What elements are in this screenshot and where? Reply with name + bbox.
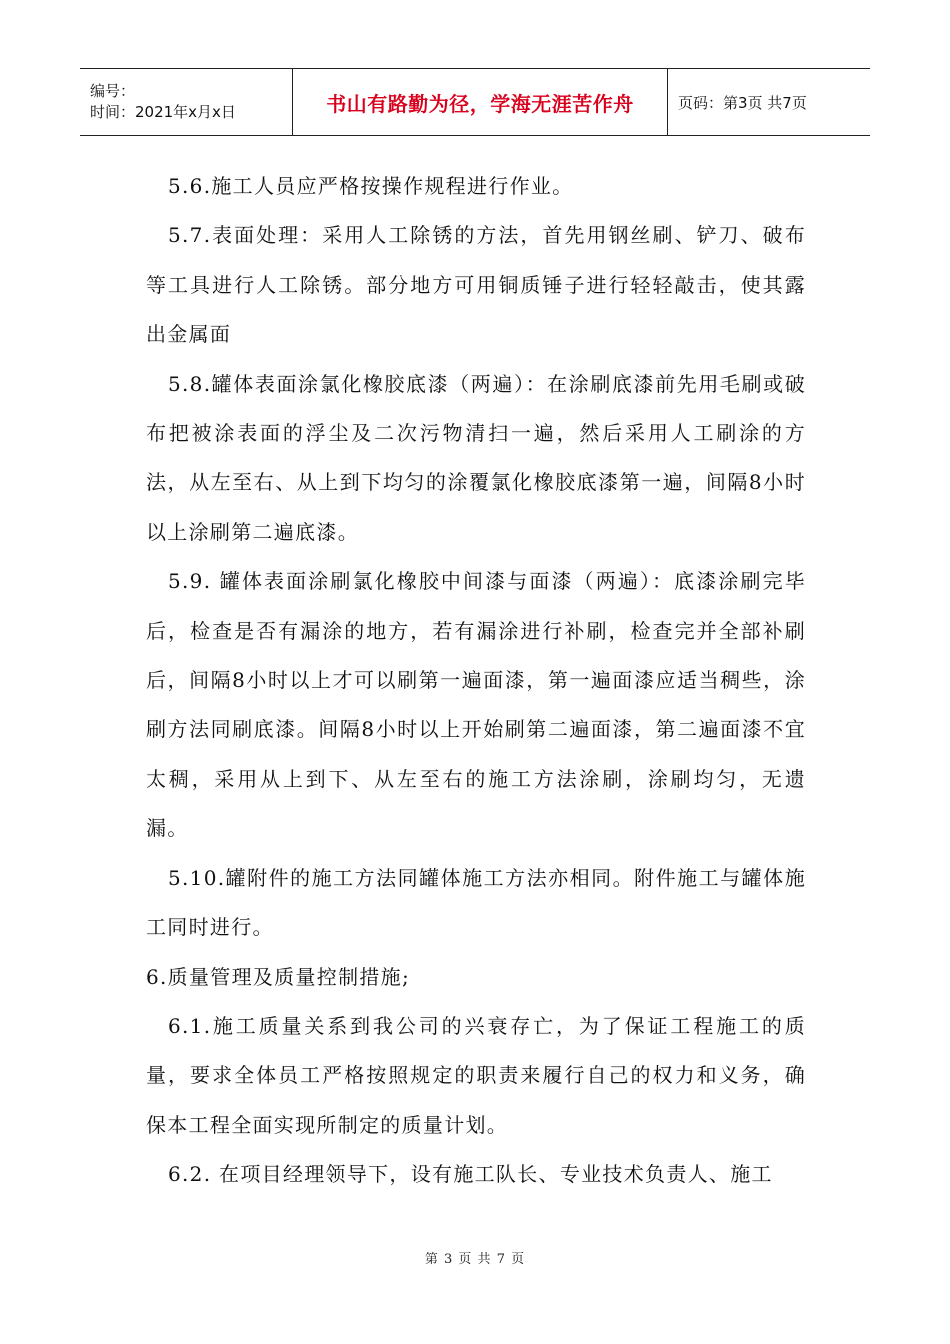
header-motto-cell — [293, 69, 668, 136]
document-date-label: 时间：2021年x月x日 — [90, 103, 236, 121]
paragraph-5-7: 5.7.表面处理：采用人工除锈的方法，首先用钢丝刷、铲刀、破布等工具进行人工除锈。部分地方可用铜质锤子进行轻轻敲击，使其露出金属面 — [146, 223, 806, 347]
paragraph-5-10: 5.10.罐附件的施工方法同罐体施工方法亦相同。附件施工与罐体施工同时进行。 — [146, 865, 806, 940]
paragraph-5-6: 5.6.施工人员应严格按操作规程进行作业。 — [168, 174, 574, 198]
paragraph-6-1: 6.1.施工质量关系到我公司的兴衰存亡，为了保证工程施工的质量，要求全体员工严格按照规定的职责来履行自己的权力和义务，确保本工程全面实现所制定的质量计划。 — [146, 1013, 806, 1137]
document-body — [146, 162, 806, 1200]
header-page-info: 页码：第3页 共7页 — [668, 69, 871, 136]
document-number-label: 编号： — [90, 82, 136, 100]
header-motto: 书山有路勤为径，学海无涯苦作舟 — [326, 91, 634, 116]
paragraph-5-8: 5.8.罐体表面涂氯化橡胶底漆（两遍）：在涂刷底漆前先用毛刷或破布把被涂表面的浮尘及二次污物清扫一遍，然后采用人工刷涂的方法，从左至右、从上到下均匀的涂覆氯化橡胶底漆第一遍，间隔8小时以上涂刷第二遍底漆。 — [146, 371, 806, 544]
document-header — [80, 68, 870, 136]
page-footer: 第 3 页 共 7 页 — [424, 1252, 526, 1267]
paragraph-5-9: 5.9. 罐体表面涂刷氯化橡胶中间漆与面漆（两遍）：底漆涂刷完毕后，检查是否有漏涂的地方，若有漏涂进行补刷，检查完并全部补刷后，间隔8小时以上才可以刷第一遍面漆，第一遍面漆应适当稠些，涂刷方法同刷底漆。间隔8小时以上开始刷第二遍面漆，第二遍面漆不宜太稠，采用从上到下、从左至右的施工方法涂刷，涂刷均匀，无遗漏。 — [146, 569, 806, 841]
header-meta — [80, 69, 293, 136]
paragraph-6-2: 6.2. 在项目经理领导下，设有施工队长、专业技术负责人、施工 — [168, 1162, 773, 1187]
section-heading-6: 6.质量管理及质量控制措施; — [146, 964, 411, 989]
